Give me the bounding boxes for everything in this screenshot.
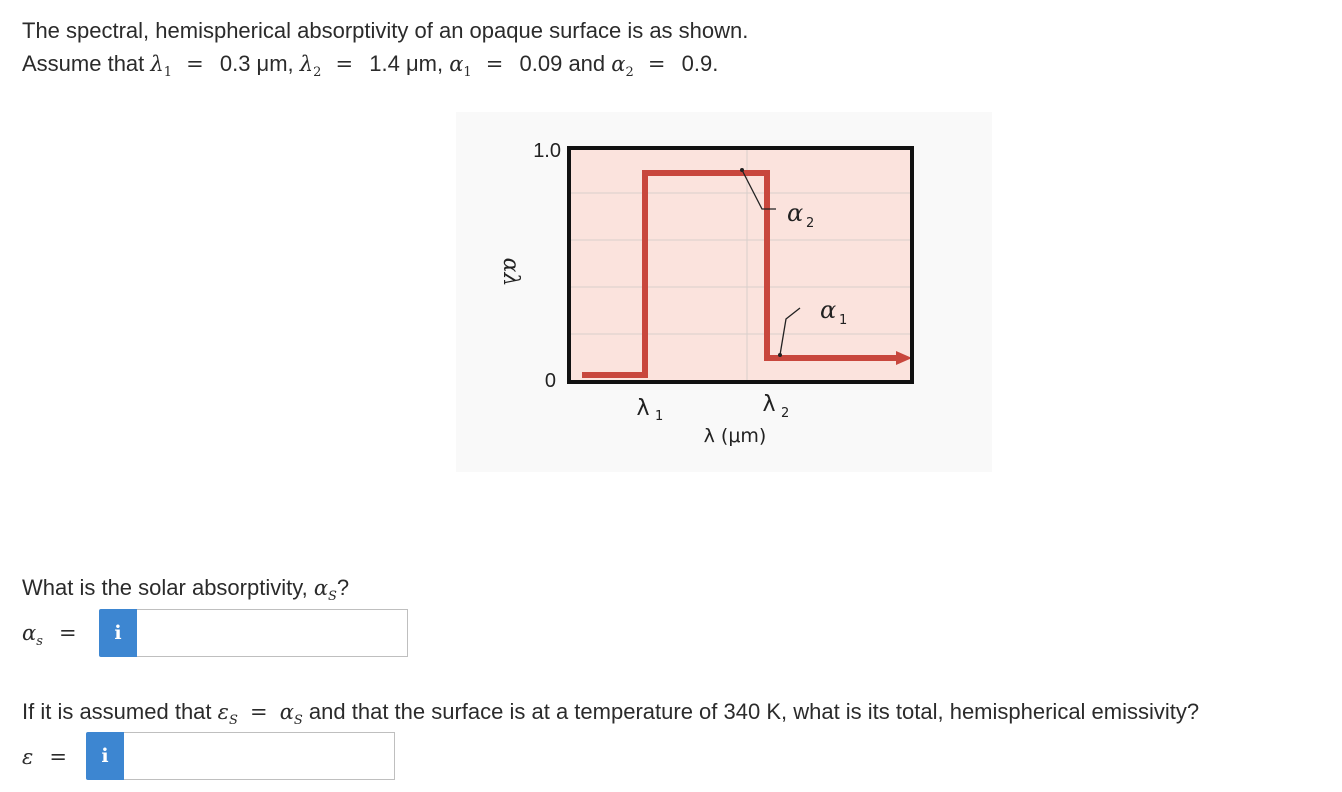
info-icon: i <box>101 745 109 767</box>
eq-sign: = <box>186 52 204 76</box>
callout-alpha2: α <box>787 199 804 227</box>
x-axis-label: λ (μm) <box>703 425 767 447</box>
callout-alpha2-sub: 2 <box>806 216 815 231</box>
problem-line-2 <box>22 49 718 88</box>
question-1-label: What is the solar absorptivity, <box>22 575 308 600</box>
problem-text-2-prefix: Assume that <box>22 51 145 76</box>
question-2-suffix: and that the surface is at a temperature of 340 K, what is its total, hemispherical emissivity? <box>308 699 1200 724</box>
solar-absorptivity-input[interactable] <box>137 609 408 657</box>
x-tick-lambda2-sub: 2 <box>781 406 790 421</box>
callout-alpha1-sub: 1 <box>839 313 848 328</box>
callout-alpha1: α <box>820 296 837 324</box>
epsilon-glyph: ε <box>217 700 229 724</box>
question-2-text <box>22 697 1199 736</box>
question-1-text <box>22 573 349 612</box>
problem-text-1: The spectral, hemispherical absorptivity of an opaque surface is as shown. <box>22 18 749 43</box>
y-axis-label: αλ <box>498 257 523 287</box>
alpha1-symbol: $\alpha_1$ <box>449 52 472 80</box>
alpha2-symbol: $\alpha_2$ <box>611 52 634 80</box>
alpha2-value: 0.9. <box>681 51 719 76</box>
eq-sign: = <box>335 52 354 76</box>
y-tick-top: 1.0 <box>533 140 561 162</box>
lambda2-value: 1.4 μm, <box>369 51 444 76</box>
eq-sign: = <box>485 52 504 76</box>
eq-sign: = <box>647 52 666 76</box>
info-icon: i <box>114 622 122 644</box>
eq-sign: = <box>249 700 268 724</box>
lambda1-value: 0.3 μm, <box>219 51 294 76</box>
alpha-glyph: α <box>279 700 294 724</box>
subscript-s: s <box>36 634 43 649</box>
alpha-glyph: α <box>22 621 37 645</box>
x-tick-lambda1-sub: 1 <box>655 409 664 424</box>
problem-line-1 <box>22 16 748 46</box>
alpha-glyph: α <box>313 576 329 600</box>
solar-absorptivity-symbol <box>313 576 337 604</box>
leader-dot <box>778 353 782 357</box>
info-button-1[interactable] <box>99 609 137 657</box>
leader-dot <box>740 168 744 172</box>
info-button-2[interactable] <box>86 732 124 780</box>
alpha-s-symbol <box>22 621 43 649</box>
emissivity-input[interactable] <box>124 732 395 780</box>
subscript-s: S <box>228 713 238 728</box>
subscript-s: S <box>328 589 337 604</box>
epsilon-symbol: ε <box>22 745 34 769</box>
epsilon-s-symbol <box>217 700 238 728</box>
y-tick-zero: 0 <box>544 370 556 392</box>
alpha1-value: 0.09 and <box>519 51 606 76</box>
x-tick-lambda2: λ <box>762 392 776 417</box>
answer-2-label <box>22 742 67 772</box>
absorptivity-figure <box>456 112 992 472</box>
lambda2-symbol: $\lambda_2$ <box>299 52 322 80</box>
alpha-s-symbol <box>279 700 303 728</box>
eq-sign: = <box>49 745 68 769</box>
subscript-s: S <box>293 713 303 728</box>
x-tick-lambda1: λ <box>636 396 650 421</box>
answer-1-label <box>22 618 77 657</box>
question-2-prefix: If it is assumed that <box>22 699 212 724</box>
plot-area <box>569 148 912 382</box>
lambda1-symbol: $\lambda_1$ <box>150 52 172 80</box>
question-mark: ? <box>336 575 350 600</box>
eq-sign: = <box>58 621 77 645</box>
